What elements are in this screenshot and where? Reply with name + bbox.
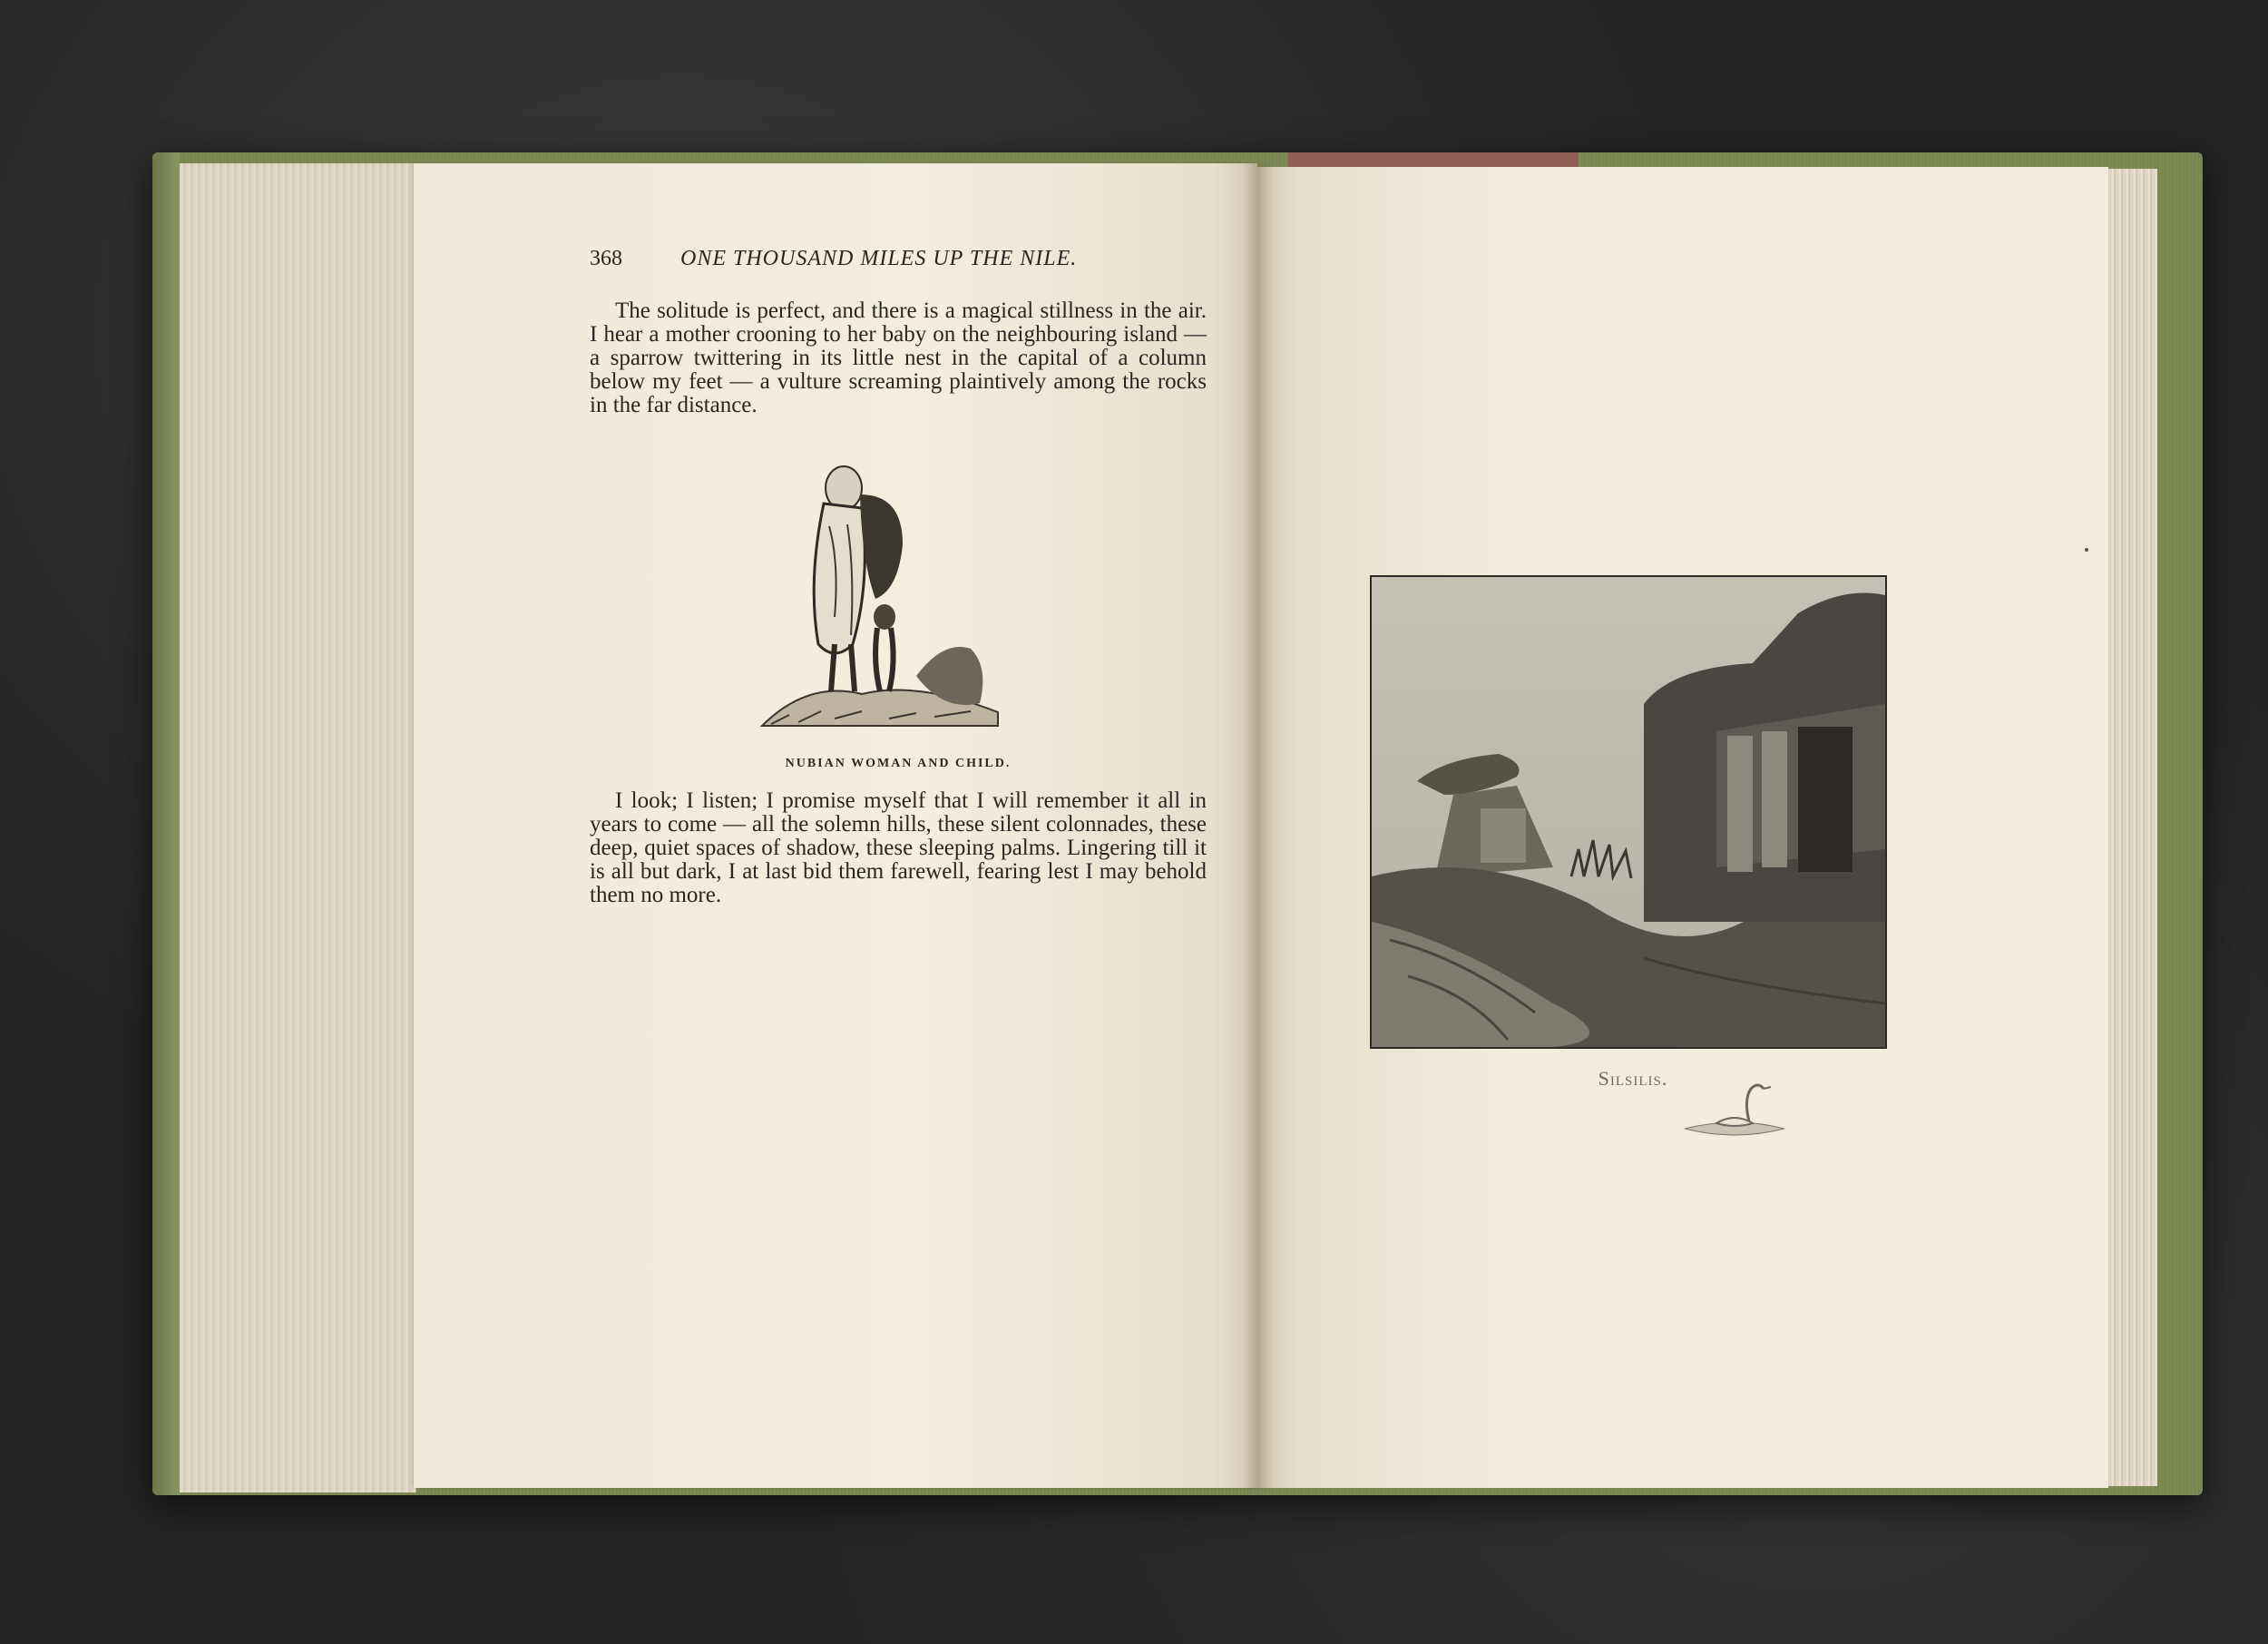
right-page-stack (2103, 169, 2157, 1486)
silsilis-plate-image (1370, 575, 1887, 1049)
plate-caption: Silsilis. (1598, 1067, 1668, 1090)
running-head (590, 247, 1170, 283)
page-number: 368 (590, 247, 622, 270)
paper-speck (2085, 548, 2088, 552)
book-gutter (1243, 163, 1274, 1490)
paragraph-1: The solitude is perfect, and there is a magical stillness in the air. I hear a mother crooning to her baby on the neighbouring island — a sparrow twittering in its little nest in the capital of a column below my feet — a vulture screaming plaintively among the rocks in the far distance. (590, 298, 1207, 417)
swan-vignette (1680, 1072, 1789, 1145)
cover-edge (152, 152, 180, 1495)
figure-caption: NUBIAN WOMAN AND CHILD. (785, 757, 1012, 770)
running-title: ONE THOUSAND MILES UP THE NILE. (680, 247, 1078, 270)
nubian-woman-illustration (753, 454, 1007, 744)
paragraph-2: I look; I listen; I promise myself that I will remember it all in years to come — all the solemn hills, these silent colonnades, these deep, quiet spaces of shadow, these sleeping palms. Lingering till it is all but dark, I at last bid them farewell, fearing lest I may behold them no more. (590, 788, 1207, 907)
left-page-stack (180, 163, 416, 1492)
